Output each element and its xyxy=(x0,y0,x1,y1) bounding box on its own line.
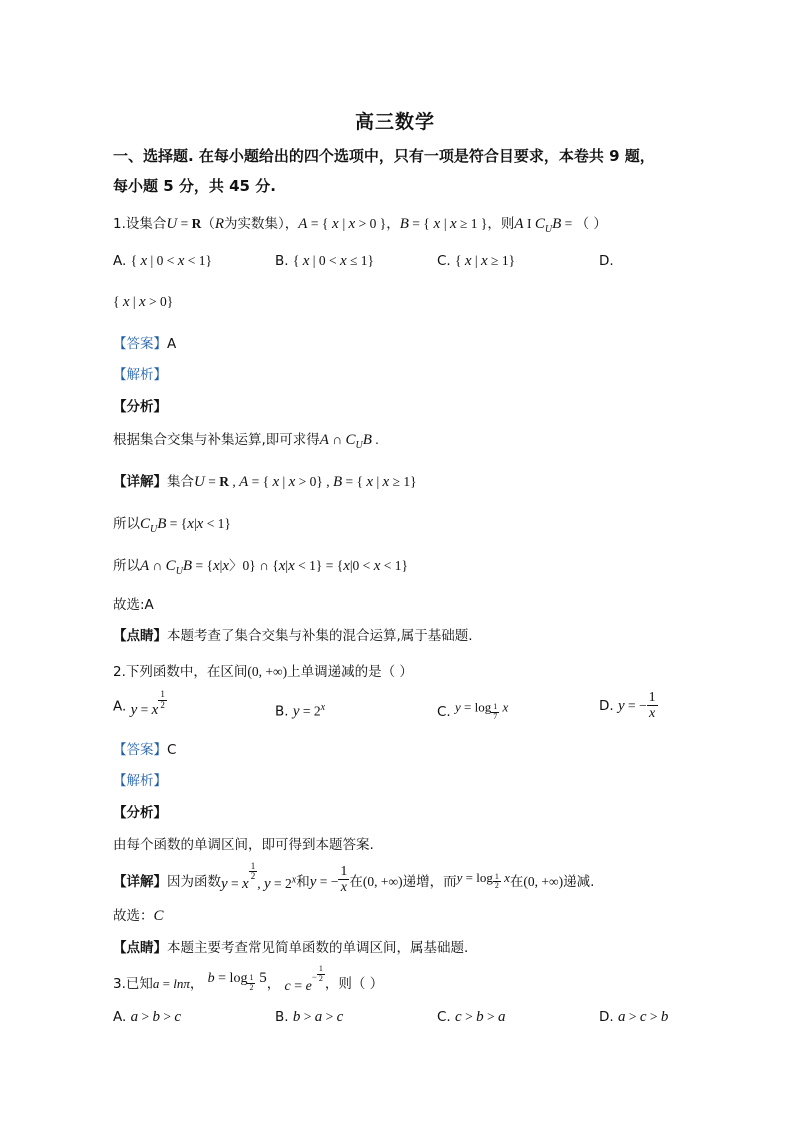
section-heading-line1: 一、选择题. 在每小题给出的四个选项中，只有一项是符合目要求，本卷共 9 题， xyxy=(113,147,655,165)
q2-dianjing-body: 本题主要考查常见简单函数的单调区间，属基础题. xyxy=(167,940,469,956)
q3-option-c-label: C. xyxy=(437,1009,451,1025)
q2-detail-f: 递减. xyxy=(563,873,595,890)
q1-option-d-value: { x | x > 0} xyxy=(113,294,174,310)
q1-dianjing xyxy=(113,624,473,644)
q1-fenxi-tag: 【分析】 xyxy=(113,399,167,415)
q1-option-b: B. { x | 0 < x ≤ 1} xyxy=(275,253,375,269)
section-heading-line2: 每小题 5 分，共 45 分. xyxy=(113,177,276,195)
q3-option-a-label: A. xyxy=(113,1009,127,1025)
q2-fenxi-tag: 【分析】 xyxy=(113,805,167,821)
answer-tag: 【答案】 xyxy=(113,742,167,758)
q1-stem-text: 1.设集合 xyxy=(113,216,167,232)
answer-value: A xyxy=(167,336,177,352)
q3-option-d-label: D. xyxy=(599,1009,614,1025)
detail-tag: 【详解】 xyxy=(113,474,167,490)
q2-detail-d: 递增，而 xyxy=(402,873,457,890)
q2-detail: 【详解】因为函数y = x $\frac{1}{2}$ , $y = 2^x$和y = − $\frac{1}{x}$ 在(0, +∞)递增，而y = log $\frac{1}{2}$ x在(0, +∞)递减. xyxy=(113,860,595,896)
q1-option-b-label: B. xyxy=(275,253,289,269)
q1-step2: 所以A ∩ $C_UB = \{x|x$〉0} ∩ {x|x < 1} = {x|0 < x < 1} xyxy=(113,558,408,577)
q1-option-c-label: C. xyxy=(437,253,451,269)
answer-value: C xyxy=(167,742,177,758)
q2-option-b: B. $y = 2^x$ xyxy=(275,702,326,720)
q3-comma1: ， xyxy=(189,976,204,992)
q3-option-b: B. b > a > c xyxy=(275,1009,344,1025)
q1-comma: ， xyxy=(386,216,400,232)
dianjing-tag: 【点睛】 xyxy=(113,628,167,644)
q2-detail-e: 在 xyxy=(509,873,524,890)
q2-choice: 故选：C xyxy=(113,908,164,924)
q1-dianjing-body: 本题考查了集合交集与补集的混合运算,属于基础题. xyxy=(167,628,473,644)
q2-fenxi-text: 由每个函数的单调区间，即可得到本题答案. xyxy=(113,837,374,853)
q3-option-d: D. a > c > b xyxy=(599,1009,669,1025)
q3-option-b-label: B. xyxy=(275,1009,289,1025)
q1-option-d xyxy=(599,253,614,269)
q2-option-d: D. y = − $\frac{1}{x}$ xyxy=(599,690,656,722)
q1-paren: （ xyxy=(201,216,215,232)
q2-stem: 2.下列函数中，在区间(0, +∞)上单调递减的是（ ） xyxy=(113,664,413,680)
q2-option-c-label: C. xyxy=(437,704,451,721)
q1-option-c: C. { x | x ≥ 1} xyxy=(437,253,516,269)
q1-fenxi-text: 根据集合交集与补集运算,即可求得A ∩ $C_UB$ . xyxy=(113,432,379,451)
q1-analysis-tag: 【解析】 xyxy=(113,367,167,383)
q2-detail-c: 在 xyxy=(349,873,363,890)
q3-comma2: ， xyxy=(266,976,281,992)
q1-real-text: 为实数集）， xyxy=(224,216,299,232)
q2-answer xyxy=(113,738,176,758)
q2-stem-text: 2.下列函数中，在区间 xyxy=(113,664,248,680)
page-title: 高三数学 xyxy=(355,111,436,133)
q1-option-a: A. { x | 0 < x < 1} xyxy=(113,253,212,269)
q2-detail-b: 和 xyxy=(296,873,310,890)
q2-detail-a: 因为函数 xyxy=(167,873,221,890)
q3-option-a: A. a > b > c xyxy=(113,1009,182,1025)
q2-option-a: A. y = x $\frac{1}{2}$ xyxy=(113,689,165,719)
q2-option-d-label: D. xyxy=(599,697,614,714)
q1-detail-body: 集合 xyxy=(167,474,194,490)
dianjing-tag: 【点睛】 xyxy=(113,940,167,956)
q1-step2-label: 所以 xyxy=(113,558,140,574)
q3-stem: 3.已知a = lnπ， b = log $\frac{1}{2}$ 5， c = e− $\frac{1}{2}$ ，则（ ） xyxy=(113,963,384,994)
q3-option-c: C. c > b > a xyxy=(437,1009,506,1025)
q2-analysis-tag: 【解析】 xyxy=(113,773,167,789)
detail-tag: 【详解】 xyxy=(113,873,167,890)
q2-stem-tail: 上单调递减的是（ ） xyxy=(287,664,413,680)
q2-option-b-label: B. xyxy=(275,703,289,720)
q1-choice: 故选:A xyxy=(113,597,154,613)
q1-fenxi-body: 根据集合交集与补集运算,即可求得 xyxy=(113,432,320,448)
q1-then: ，则 xyxy=(487,216,515,232)
q1-answer xyxy=(113,332,176,352)
q2-option-a-label: A. xyxy=(113,698,127,715)
q2-dianjing xyxy=(113,936,468,956)
q1-stem: 1.设集合U = R（R为实数集），A = { x | x > 0 }，B = { x | x ≥ 1 }，则A I $C_UB$ = （ ） xyxy=(113,216,607,235)
q1-blank: （ ） xyxy=(575,216,607,232)
q3-stem-tail: ，则（ ） xyxy=(324,976,384,992)
q1-step1-label: 所以 xyxy=(113,516,140,532)
q1-step1: 所以$C_UB = \{x|x < 1\}$ xyxy=(113,516,231,535)
q3-stem-text: 3.已知 xyxy=(113,976,153,992)
answer-tag: 【答案】 xyxy=(113,336,167,352)
q1-option-a-label: A. xyxy=(113,253,127,269)
q2-choice-label: 故选： xyxy=(113,908,154,924)
q2-option-c: C. y = log $\frac{1}{7}$ x xyxy=(437,699,509,721)
q1-option-d-label: D. xyxy=(599,253,614,269)
q1-detail: 【详解】集合U = R , A = { x | x > 0} , B = { x | x ≥ 1} xyxy=(113,474,417,490)
